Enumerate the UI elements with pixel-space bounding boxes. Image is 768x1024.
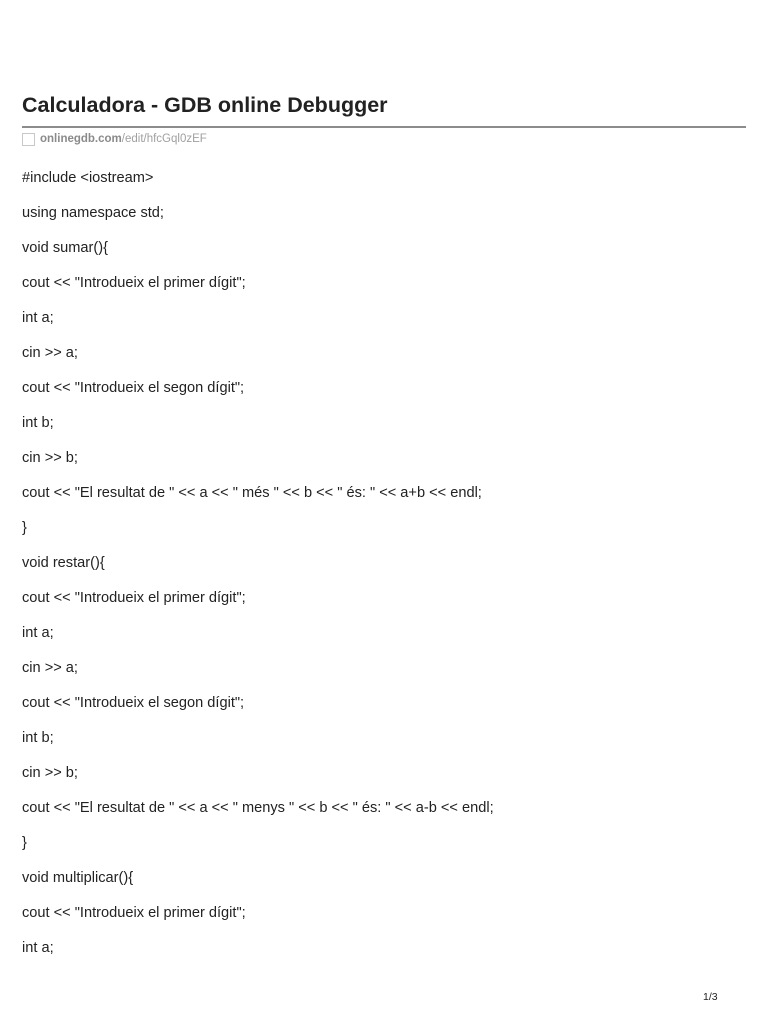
- code-line: cin >> a;: [22, 660, 78, 676]
- code-line: cin >> b;: [22, 450, 78, 466]
- code-line: using namespace std;: [22, 205, 164, 221]
- code-line: cout << "Introdueix el segon dígit";: [22, 695, 245, 711]
- source-url-row: [22, 131, 207, 147]
- code-line: cout << "Introdueix el segon dígit";: [22, 380, 245, 396]
- code-line: int b;: [22, 415, 54, 431]
- code-line: void sumar(){: [22, 240, 108, 256]
- code-line: cout << "El resultat de " << a << " més " << b << " és: " << a+b << endl;: [22, 485, 482, 501]
- code-line: int a;: [22, 940, 54, 956]
- code-line: cout << "Introdueix el primer dígit";: [22, 275, 246, 291]
- code-listing: [22, 168, 494, 973]
- page-number: 1/3: [703, 991, 718, 1003]
- code-line: }: [22, 835, 27, 851]
- code-line: void multiplicar(){: [22, 870, 134, 886]
- code-line: cin >> a;: [22, 345, 78, 361]
- code-line: cin >> b;: [22, 765, 78, 781]
- code-line: int a;: [22, 625, 54, 641]
- code-line: cout << "El resultat de " << a << " menys " << b << " és: " << a-b << endl;: [22, 800, 494, 816]
- code-line: #include <iostream>: [22, 170, 154, 186]
- code-line: cout << "Introdueix el primer dígit";: [22, 590, 246, 606]
- code-line: cout << "Introdueix el primer dígit";: [22, 905, 246, 921]
- title-divider: [22, 126, 746, 128]
- source-domain: onlinegdb.com: [40, 133, 122, 145]
- code-line: int a;: [22, 310, 54, 326]
- page-title: Calculadora - GDB online Debugger: [22, 93, 388, 117]
- source-path: /edit/hfcGql0zEF: [121, 133, 207, 145]
- code-line: }: [22, 520, 27, 536]
- page-favicon-icon: [22, 133, 35, 146]
- code-line: void restar(){: [22, 555, 105, 571]
- code-line: int b;: [22, 730, 54, 746]
